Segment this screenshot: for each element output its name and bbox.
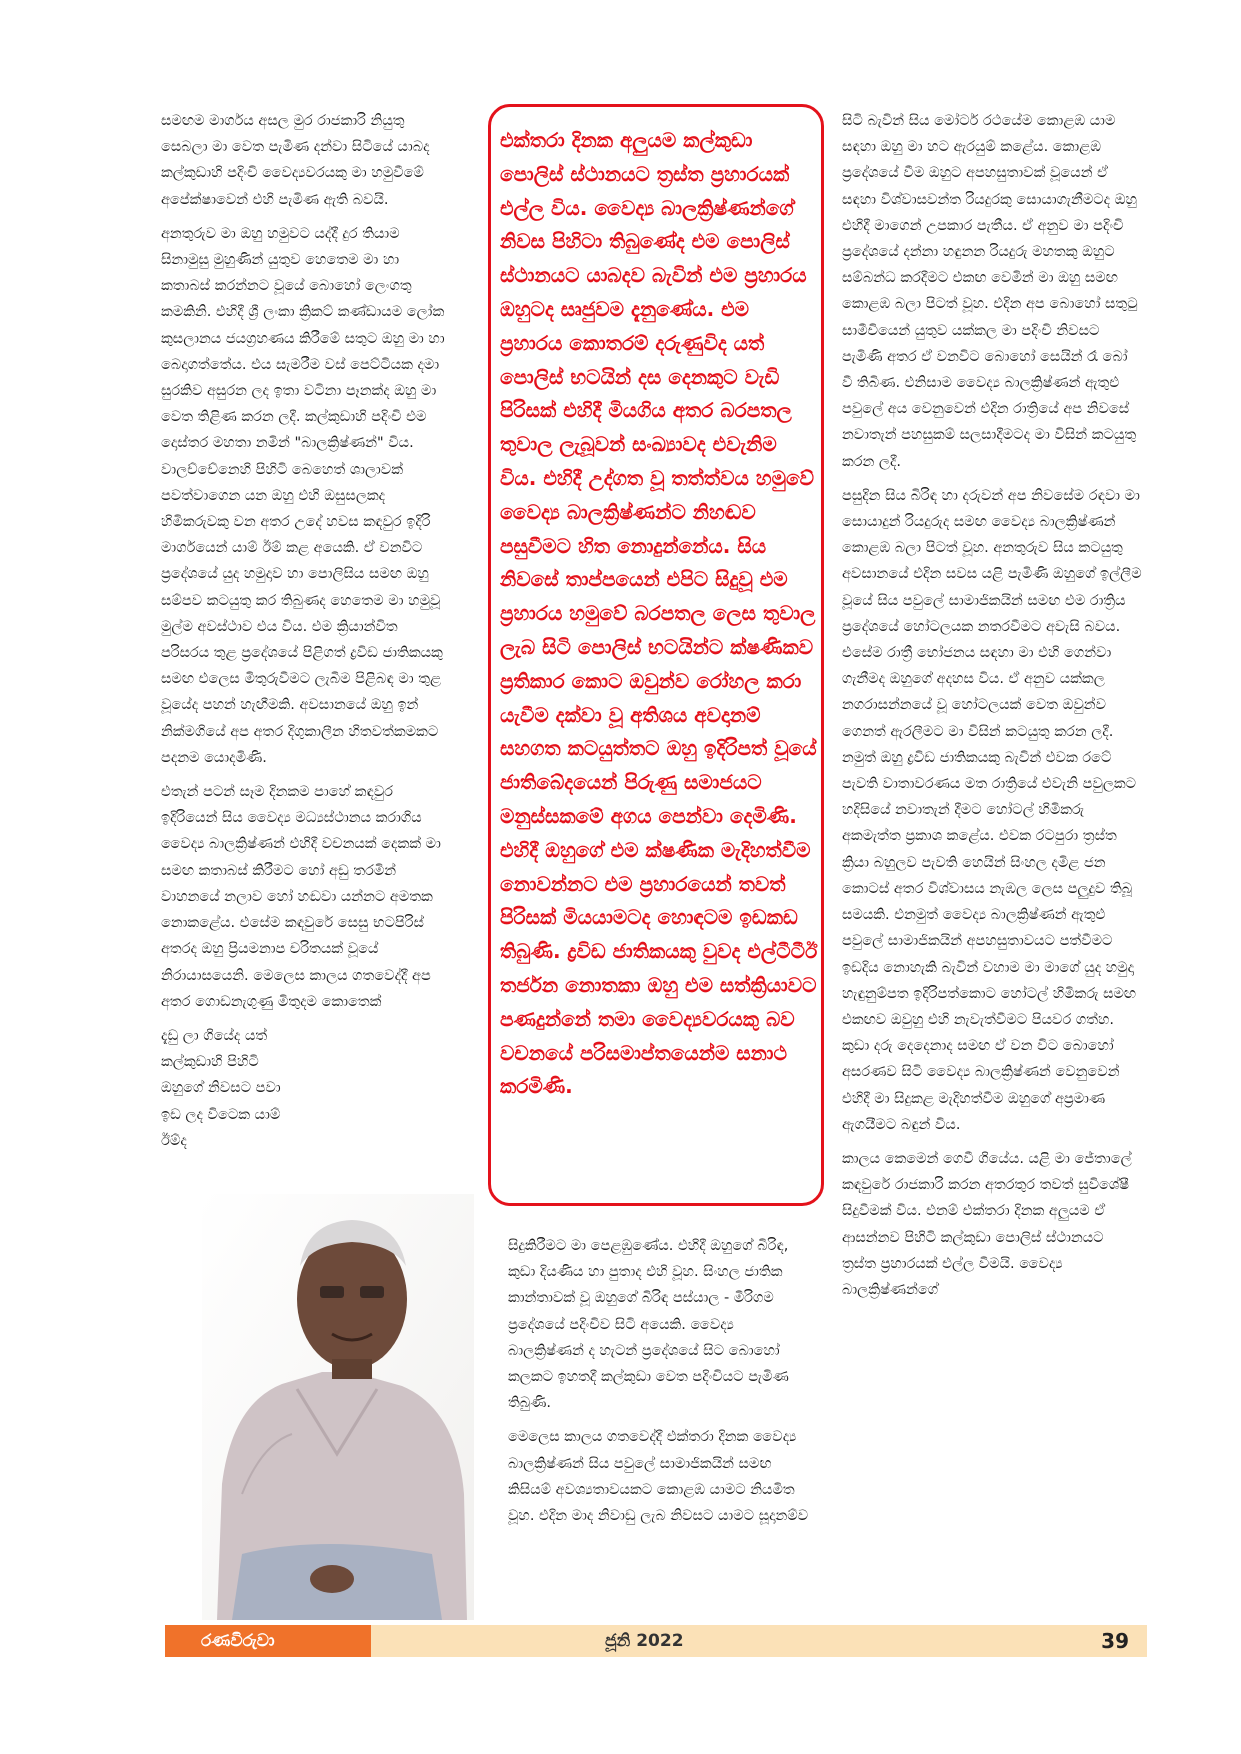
paragraph: පසුදින සිය බිරිඳ හා දරුවන් අප නිවසේම රඳවා මා සොයාදුන් රියදුරුද සමඟ වෛද්‍ය බාලක්‍රිෂ්ණන් කොළඹ බලා පිටත් වූහ. අනතුරුව සිය කටයුතු අවසානයේ එදින සවස යළි පැමිණි ඔහුගේ ඉල්ලීම වූයේ සිය පවුලේ සාමාජිකයින් සමඟ එම රාත්‍රිය ප්‍රදේශයේ හෝටලයක නතරවීමට අවැසි බවය. එසේම රාත්‍රී භෝජනය සඳහා මා එහි ගෙන්වා ගැනීමද ඔහුගේ අදහස විය. ඒ අනුව යක්කල නගරාසන්නයේ වූ හෝටලයක් වෙත ඔවුන්ව ගෙනත් ඇරලීමට මා විසින් කටයුතු කරන ලදී. නමුත් ඔහු ද්‍රවිඩ ජාතිකයකු බැවින් එවක රටේ පැවති වාතාවරණය මත රාත්‍රියේ එවැනි පවුලකට හදිසියේ නවාතැන් දීමට හෝටල් හිමිකරු අකමැත්ත ප්‍රකාශ කළේය. එවක රටපුරා ත්‍රස්ත ක්‍රියා බහුලව පැවති හෙයින් සිංහල දමිළ ජන කොටස් අතර විශ්වාසය නැඹල ලෙස පලුදුව තිබූ සමයකි. එනමුත් වෛද්‍ය බාලක්‍රිෂ්ණන් ඇතුළු පවුලේ සාමාජිකයින් අපහසුතාවයට පත්වීමට ඉඩදිය නොහැකි බැවින් වහාම මා මාගේ යුද හමුදා හැඳුනුම්පත ඉදිරිපත්කොට හෝටල් හිමිකරු සමඟ එකඟව ඔවුහු එහි නැවැත්වීමට පියවර ගත්හ. කුඩා දරු දෙදෙනාද සමඟ ඒ වන විට බොහෝ අසරණව සිටි වෛද්‍ය බාලක්‍රිෂ්ණන් වෙනුවෙන් එහිදී මා සිදුකළ මැදිහත්වීම ඔහුගේ අප්‍රමාණ ඇගයීමට බඳුන් විය.: [842, 487, 1142, 1133]
paragraph: සමඟම මාර්ගය අසල මුර රාජකාරි නියුතු සෙබලා මා වෙත පැමිණ දන්වා සිටියේ යාබද කල්කුඩාහි පදිංචි වෛද්‍යවරයකු මා හමුවීමේ අපේක්ෂාවෙන් එහි පැමිණ ඇති බවයි.: [161, 113, 430, 208]
portrait-photo: [202, 1194, 474, 1620]
column-left: [161, 108, 461, 1162]
issue-date: ජූනි 2022: [605, 1631, 684, 1651]
page-footer: [165, 1625, 1147, 1657]
portrait-illustration: [202, 1194, 474, 1620]
column-middle: [508, 1233, 812, 1537]
paragraph: එතැන් පටන් සෑම දිනකම පාහේ කඳවුර ඉදිරියෙන් සිය වෛද්‍ය මධ්‍යස්ථානය කරාගිය වෛද්‍ය බාලක්‍රිෂ්ණන් එහිදී වචනයක් දෙකක් මා සමඟ කතාබස් කිරීමට හෝ අඩු තරමින් වාහනයේ නලාව හෝ හඬවා යන්නට අමතක නොකළේය. එසේම කඳවුරේ සෙසු භටපිරිස් අතරද ඔහු ප්‍රියමනාප චරිතයක් වූයේ නිරායාසයෙනි. මෙලෙස කාලය ගතවෙද්දී අප අතර ගොඩනැගුණු මිතුදම කොතෙක්: [161, 784, 441, 1010]
column-right: [842, 108, 1142, 1311]
paragraph: අනතුරුව මා ඔහු හමුවට යද්දී දුර තියාම සිනාමුසු මුහුණින් යුතුව හෙතෙම මා හා කතාබස් කරන්නට වූයේ බොහෝ ලෙංගතු කමකිනි. එහිදී ශ්‍රී ලංකා ක්‍රිකට් කණ්ඩායම ලෝක කුසලානය ජයග්‍රහණය කිරීමේ සතුට ඔහු මා හා බෙදාගත්තේය. එය සැමරීම වස් පෙට්ටියක දමා සුරකිව අසුරන ලද ඉතා වටිනා පෑනක්ද ඔහු මා වෙත තිළිණ කරන ලදී. කල්කුඩාහි පදිංචි එම දොස්තර මහතා නමින් "බාලක්‍රිෂ්ණන්" විය. වාලච්චේනෙහි පිහිටි බෙහෙත් ශාලාවක් පවත්වාගෙන යන ඔහු එහි ඔසුසලකද හිමිකරුවකු වන අතර උදේ හවස කඳවුර ඉදිරි මාර්ගයෙන් යාම් ඊම් කළ අයෙකි. ඒ වනවිට ප්‍රදේශයේ යුද හමුදාව හා පොලිසිය සමඟ ඔහු සම්පව කටයුතු කර තිබුණද හෙතෙම මා හමුවූ මුල්ම අවස්ථාව එය විය. එම ක්‍රියාන්විත පරිසරය තුළ ප්‍රදේශයේ පිළිගත් ද්‍රවිඩ ජාතිකයකු සමඟ එලෙස මිතුරුවීමට ලැබීම පිළිබඳ මා තුළ වූයේද පහන් හැඟීමකි. අවසානයේ ඔහු ඉන් නික්මගියේ අප අතර දිගුකාලීන හිතවත්කමකට පදනම යොදමිණි.: [161, 225, 445, 766]
paragraph: සිදුකිරීමට මා පෙළඹුණේය. එහිදී ඔහුගේ බිරිඳ, කුඩා දියණිය හා පුතාද එහි වූහ. සිංහල ජාතික කාන්තාවක් වූ ඔහුගේ බිරිඳ පස්යාල - මීරිගම ප්‍රදේශයේ පදිංචිව සිටි අයෙකි. වෛද්‍ය බාලක්‍රිෂ්ණන් ද හැටන් ප්‍රදේශයේ සිට බොහෝ කලකට ඉහතදී කල්කුඩා වෙත පදිංචියට පැමිණ තිබුණි.: [508, 1238, 789, 1412]
footer-brand-block: [165, 1625, 371, 1657]
page-number: 39: [1101, 1629, 1129, 1653]
magazine-name: රණවිරුවා: [201, 1631, 275, 1651]
paragraph: මෙලෙස කාලය ගතවෙද්දී එක්තරා දිනක වෛද්‍ය බාලක්‍රිෂ්ණන් සිය පවුලේ සාමාජිකයින් සමඟ කිසියම් අවශ්‍යතාවයකට කොළඹ යාමට නියමිත වූහ. එදින මාද නිවාඩු ලැබ නිවසට යාමට සූදානම්ව: [508, 1429, 809, 1525]
paragraph: දැඩු ලා ගියේද යත් කල්කුඩාහි පිහිටි ඔහුගේ නිවසට පවා ඉඩ ලද විටෙක යාම් ඊම්ද: [161, 1027, 281, 1149]
pull-quote: එක්තරා දිනක අලුයම කල්කුඩා පොලිස් ස්ථානයට ත්‍රස්ත ප්‍රහාරයක් එල්ල විය. වෛද්‍ය බාලක්‍රිෂ්ණන්ගේ නිවස පිහිටා තිබුණේද එම පොලිස් ස්ථානයට යාබදව බැවින් එම ප්‍රහාරය ඔහුටද සෘජුවම දැනුණේය. එම ප්‍රහාරය කොතරම් දරුණුවිද යත් පොලිස් භටයින් දස දෙනකුට වැඩි පිරිසක් එහිදී මියගිය අතර බරපතල තුවාල ලැබූවන් සංඛ්‍යාවද එවැනිම විය. එහිදී උද්ගත වූ තත්ත්වය හමුවේ වෛද්‍ය බාලක්‍රිෂ්ණන්ට නිහඬව පසුවීමට හිත නොදුන්නේය. සිය නිවසේ තාප්පයෙන් එපිට සිදුවූ එම ප්‍රහාරය හමුවේ බරපතල ලෙස තුවාල ලැබ සිටි පොලිස් භටයින්ට ක්ෂණිකව ප්‍රතිකාර කොට ඔවුන්ව රෝහල කරා යැවීම දක්වා වූ අතිශය අවදානම් සහගත කටයුත්තට ඔහු ඉදිරිපත් වූයේ ජාතිබේදයෙන් පිරුණු සමාජයට මනුස්සකමේ අගය පෙන්වා දෙමිණි. එහිදී ඔහුගේ එම ක්ෂණික මැදිහත්වීම නොවන්නට එම ප්‍රහාරයෙන් තවත් පිරිසක් මියයාමටද හොඳටම ඉඩකඩ තිබුණි. ද්‍රවිඩ ජාතිකයකු වුවද එල්ටීටීඊ තර්ජන නොතකා ඔහු එම සත්ක්‍රියාවට පණදුන්නේ තමා වෛද්‍යවරයකු බව වචනයේ පරිසමාප්තයෙන්ම සනාථ කරමිණි.: [500, 128, 818, 1099]
paragraph: සිටි බැවින් සිය මෝටර් රථයේම කොළඹ යාම සඳහා ඔහු මා හට ඇරයුම් කළේය. කොළඹ ප්‍රදේශයේ වීම ඔහුට අපහසුතාවක් වූයෙන් ඒ සඳහා විශ්වාසවන්ත රියදුරකු සොයාගැනීමටද ඔහු එහිදී මාගෙන් උපකාර පැතීය. ඒ අනුව මා පදිංචි ප්‍රදේශයේ දන්නා හඳුනන රියදුරු මහතකු ඔහුට සම්බන්ධ කරදීමට එකඟ වෙමින් මා ඔහු සමඟ කොළඹ බලා පිටත් වූහ. එදින අප බොහෝ සතුටු සාමීචියෙන් යුතුව යක්කල මා පදිංචි නිවසට පැමිණි අතර ඒ වනවිට බොහෝ සෙයින් රෑ බෝ වී තිබිණ. එනිසාම වෛද්‍ය බාලක්‍රිෂ්ණන් ඇතුළු පවුලේ අය වෙනුවෙන් එදින රාත්‍රියේ අප නිවසේ නවාතැන් පහසුකම් සලසාදීමටද මා විසින් කටයුතු කරන ලදී.: [842, 113, 1138, 470]
paragraph: කාලය කෙමෙන් ගෙවී ගියේය. යළි මා ජේතාලේ කඳවුරේ රාජකාරි කරන අතරතුර තවත් සුවිශේෂී සිදුවීමක් විය. එනම් එක්තරා දිනක අලුයම ඒ ආසන්නව පිහිටි කල්කුඩා පොලිස් ස්ථානයට ත්‍රස්ත ප්‍රහාරයක් එල්ල වීමයි. වෛද්‍ය බාලක්‍රිෂ්ණන්ගේ: [842, 1150, 1132, 1298]
